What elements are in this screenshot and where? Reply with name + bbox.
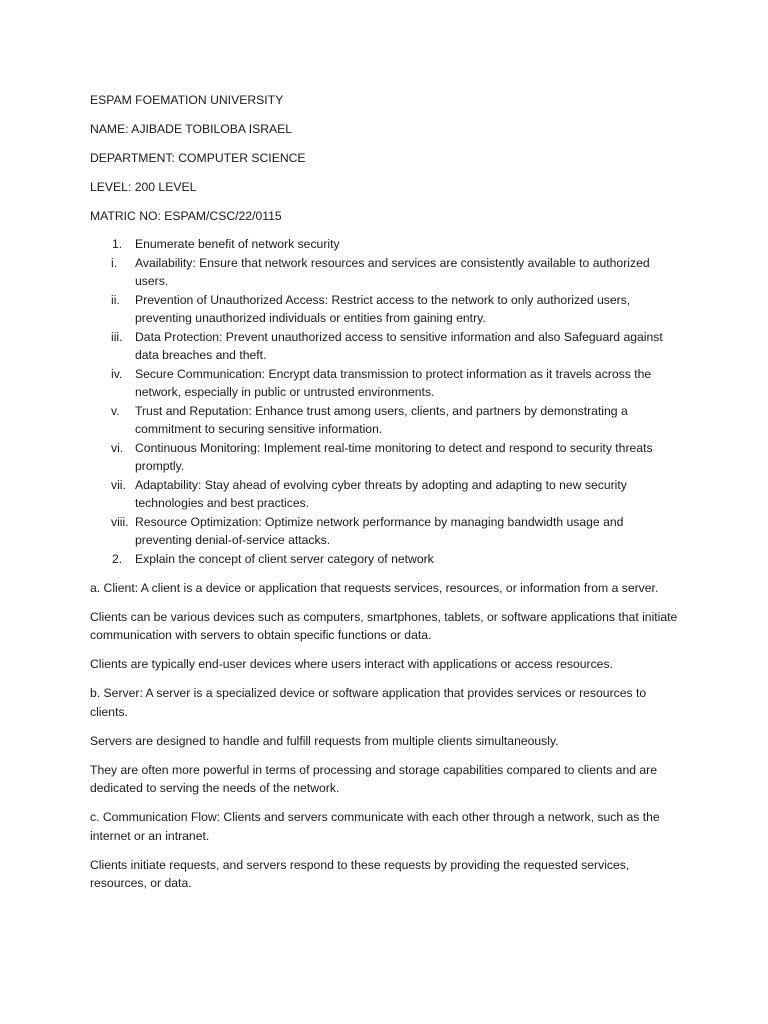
list-item-number: iii. [111, 329, 123, 344]
list-item-text: Availability: Ensure that network resources and services are consistently available to authorized users. [135, 255, 650, 288]
paragraph-communication-flow: c. Communication Flow: Clients and servers communicate with each other through a network, such as the internet or an intranet. [90, 810, 660, 843]
list-item-number: viii. [111, 514, 129, 529]
list-item-number: ii. [111, 292, 120, 307]
list-item-text: Resource Optimization: Optimize network performance by managing bandwidth usage and preventing denial-of-service attacks. [135, 514, 624, 547]
university-line: ESPAM FOEMATION UNIVERSITY [90, 93, 284, 107]
paragraph-server-requests: Servers are designed to handle and fulfill requests from multiple clients simultaneously. [90, 733, 559, 748]
question-number: 1. [112, 237, 123, 251]
list-item [90, 513, 680, 550]
paragraph-server-power: They are often more powerful in terms of processing and storage capabilities compared to clients and are dedicated to serving the needs of the network. [90, 762, 658, 795]
list-item-number: iv. [111, 366, 123, 381]
question-2 [112, 550, 680, 569]
list-item [90, 476, 680, 513]
list-item [90, 328, 680, 365]
benefits-list [90, 254, 680, 550]
document-body [90, 91, 680, 903]
student-name-line: NAME: AJIBADE TOBILOBA ISRAEL [90, 122, 293, 136]
paragraph-server-definition: b. Server: A server is a specialized device or software application that provides services or resources to clients. [90, 686, 647, 719]
paragraph-client-devices: Clients can be various devices such as computers, smartphones, tablets, or software applications that initiate communication with servers to obtain specific functions or data. [90, 609, 678, 642]
list-item-text: Continuous Monitoring: Implement real-time monitoring to detect and respond to security threats promptly. [135, 440, 653, 473]
list-item [90, 402, 680, 439]
paragraph-client-end-user: Clients are typically end-user devices where users interact with applications or access resources. [90, 657, 613, 671]
list-item [90, 254, 680, 291]
question-text: Enumerate benefit of network security [135, 237, 340, 251]
department-line: DEPARTMENT: COMPUTER SCIENCE [90, 151, 306, 165]
list-item [90, 291, 680, 328]
list-item-number: vii. [111, 477, 126, 492]
list-item-number: v. [111, 403, 120, 418]
paragraph-client-definition: a. Client: A client is a device or application that requests services, resources, or information from a server. [90, 580, 659, 595]
matric-line: MATRIC NO: ESPAM/CSC/22/0115 [90, 209, 282, 223]
list-item-text: Secure Communication: Encrypt data transmission to protect information as it travels across the network, especially in public or untrusted environments. [135, 366, 652, 399]
list-item [90, 439, 680, 476]
question-1 [112, 235, 680, 254]
paragraph-client-requests: Clients initiate requests, and servers respond to these requests by providing the requested services, resources, or data. [90, 857, 630, 890]
list-item-number: vi. [111, 440, 124, 455]
list-item-number: i. [111, 255, 118, 270]
question-number: 2. [112, 551, 123, 566]
level-line: LEVEL: 200 LEVEL [90, 180, 197, 194]
list-item-text: Adaptability: Stay ahead of evolving cyber threats by adopting and adapting to new security technologies and best practices. [135, 477, 627, 510]
list-item-text: Prevention of Unauthorized Access: Restrict access to the network to only authorized users, preventing unauthorized individuals or entities from gaining entry. [135, 292, 631, 325]
question-text: Explain the concept of client server category of network [135, 551, 434, 566]
list-item-text: Trust and Reputation: Enhance trust among users, clients, and partners by demonstrating a commitment to securing sensitive information. [135, 403, 628, 436]
list-item-text: Data Protection: Prevent unauthorized access to sensitive information and also Safeguard against data breaches and theft. [135, 329, 663, 362]
list-item [90, 365, 680, 402]
